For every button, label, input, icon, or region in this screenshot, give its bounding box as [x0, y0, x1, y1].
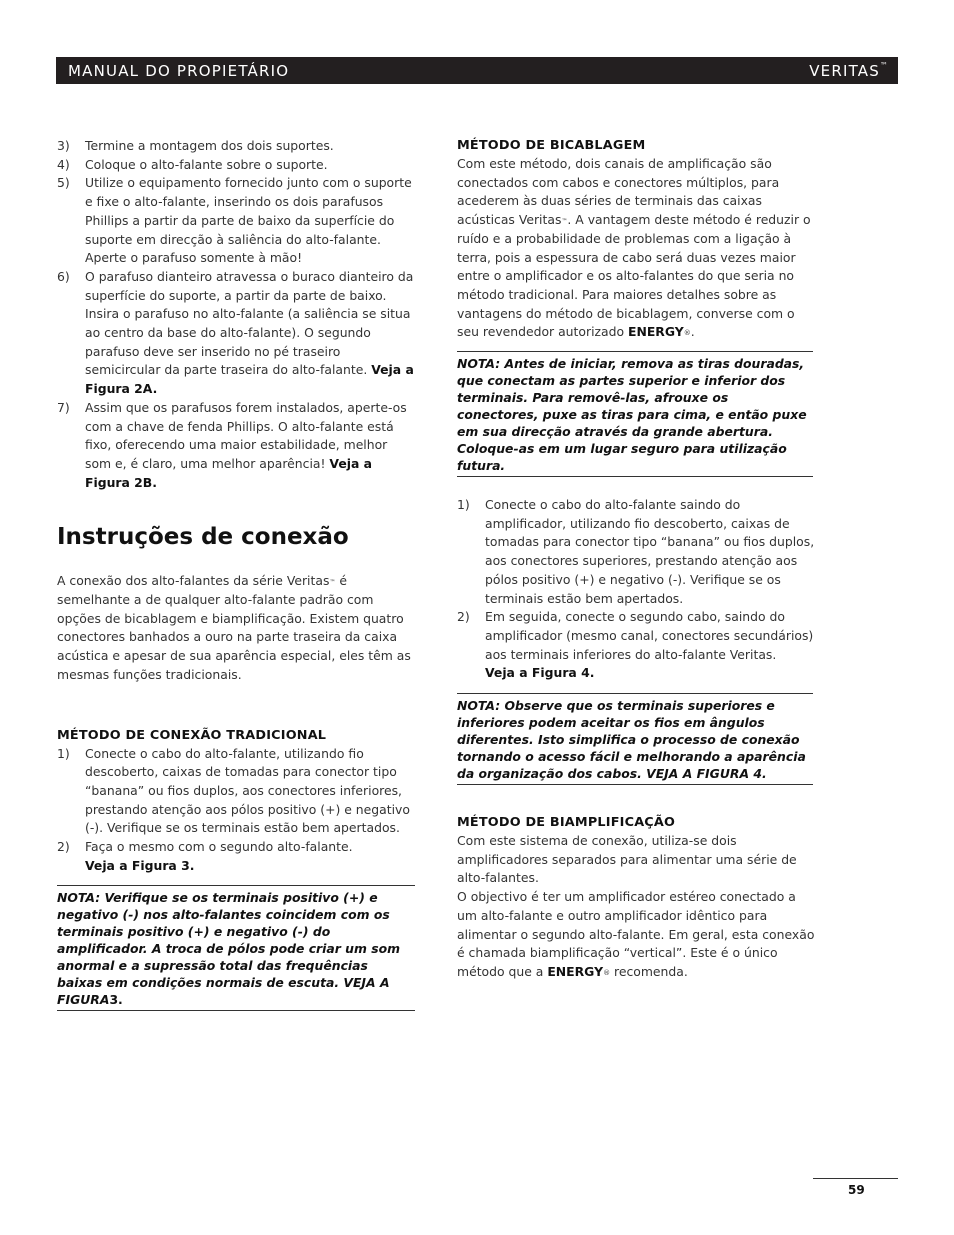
- brand-name: ENERGY: [547, 963, 604, 979]
- list-item: [57, 137, 417, 156]
- trademark-mark: ™: [561, 218, 568, 226]
- step-number: 1): [57, 745, 70, 761]
- step-number: 5): [57, 175, 70, 191]
- step-number: 3): [57, 138, 70, 153]
- step-text: Assim que os parafusos forem instalados, aperte-os com a chave de fenda Phillips. O alto-falante está fixo, oferecendo uma maior estabilidade, melhor som e, é claro, uma melhor aparência!: [85, 399, 407, 471]
- step-number: 6): [57, 268, 70, 284]
- list-item: [57, 745, 417, 839]
- biamp-text-end: recomenda.: [610, 963, 688, 979]
- note-text-end: 3.: [109, 991, 123, 1007]
- figure-reference: Veja a Figura 4.: [485, 665, 595, 681]
- header-manual-title: MANUAL DO PROPIETÁRIO: [68, 62, 290, 80]
- figure-reference: Veja a Figura 2B.: [85, 455, 373, 490]
- brand-name: ENERGY: [628, 324, 684, 340]
- step-text: Conecte o cabo do alto-falante saindo do amplificador, utilizando fio descoberto, caixas de tomadas para conector tipo “banana” ou fios duplos, aos conectores superiores, prestando atenção aos pólos positivo (+) e negativo (-). Verifique se os terminais estão bem apertados.: [485, 497, 815, 606]
- note-text: NOTA: Verifique se os terminais positivo (+) e negativo (-) nos alto-falantes coincidem com os terminais positivo (+) e negativo (-) do amplificador. A troca de pólos pode criar um som anormal e a supressão total das frequências baixas em condições normais de escuta. VEJA A FIGURA: [57, 889, 401, 1007]
- biwiring-paragraph: [457, 155, 817, 342]
- registered-mark: ®: [603, 968, 611, 977]
- footer-rule: [813, 1178, 898, 1179]
- step-text: Faça o mesmo com o segundo alto-falante.: [85, 839, 353, 855]
- biamp-heading: MÉTODO DE BIAMPLIFICAÇÃO: [457, 815, 676, 831]
- stand-assembly-steps: [57, 137, 417, 492]
- biwiring-text-end: .: [690, 324, 695, 340]
- intro-text: A conexão dos alto-falantes da série Veritas: [57, 573, 330, 589]
- intro-paragraph: [57, 572, 417, 684]
- step-number: 4): [57, 156, 70, 172]
- right-column: [457, 137, 817, 982]
- page-number: 59: [848, 1183, 865, 1197]
- step-text: Conecte o cabo do alto-falante, utilizando fio descoberto, caixas de tomadas para conector tipo “banana” ou fios duplos, aos conectores inferiores, prestando atenção aos pólos positivo (+) e negativo (-). Verifique se os terminais estão bem apertados.: [85, 745, 410, 836]
- page-header: [56, 57, 898, 84]
- list-item: [57, 268, 417, 399]
- biwiring-note-angles: NOTA: Observe que os terminais superiores e inferiores podem aceitar os fios em ângulos diferentes. Isto simplifica o processo de conexão tornando o acesso fácil e melhorando a aparência da organização dos cabos. VEJA A FIGURA 4.: [457, 693, 813, 785]
- trademark-mark: ™: [329, 579, 336, 587]
- intro-text: é semelhante a de qualquer alto-falante padrão com opções de bicablagem e biamplificação. Existem quatro conectores banhados a ouro na parte traseira da caixa acústica e apesar de sua aparência especial, eles têm as mesmas funções tradicionais.: [57, 573, 411, 682]
- step-text: Termine a montagem dos dois suportes.: [85, 138, 334, 153]
- biwiring-heading: MÉTODO DE BICABLAGEM: [457, 138, 646, 153]
- header-brand-text: VERITAS: [809, 62, 880, 80]
- header-brand: [809, 62, 888, 80]
- step-text: O parafuso dianteiro atravessa o buraco dianteiro da superfície do suporte, a partir da parte de baixo. Insira o parafuso no alto-falante (a saliência se situa ao centro da base do alto-falante). O segundo parafuso deve ser inserido no pé traseiro semicircular da parte traseira do alto-falante.: [85, 268, 414, 378]
- biamp-paragraph-1: Com este sistema de conexão, utiliza-se dois amplificadores separados para alimentar uma série de alto-falantes.: [457, 833, 797, 886]
- step-number: 7): [57, 399, 70, 415]
- list-item: [457, 608, 817, 683]
- biwiring-text: Com este método, dois canais de amplificação são conectados com cabos e conectores múltiplos, para acederem às duas séries de terminais das caixas acústicas Veritas: [457, 156, 780, 228]
- biamp-paragraph-2: [457, 888, 817, 982]
- step-text: Utilize o equipamento fornecido junto com o suporte e fixe o alto-falante, inserindo os dois parafusos Phillips a partir da parte de baixo da superfície do suporte em direcção à saliência do alto-falante. Aperte o parafuso somente à mão!: [85, 175, 412, 266]
- figure-reference: Veja a Figura 3.: [85, 857, 195, 873]
- section-title: Instruções de conexão: [57, 524, 349, 551]
- biamp-text: O objectivo é ter um amplificador estéreo conectado a um alto-falante e outro amplificador idêntico para alimentar o segundo alto-falante. Em geral, esta conexão é chamada biamplificação “vertical”. Este é o único método que a: [457, 889, 815, 979]
- list-item: [57, 838, 417, 875]
- traditional-method-heading: MÉTODO DE CONEXÃO TRADICIONAL: [57, 727, 327, 743]
- step-text: Coloque o alto-falante sobre o suporte.: [85, 156, 328, 172]
- traditional-steps: [57, 745, 417, 876]
- step-number: 2): [57, 839, 70, 855]
- list-item: [57, 399, 417, 493]
- biwiring-steps: [457, 496, 817, 683]
- step-number: 2): [457, 609, 470, 625]
- left-column: [57, 137, 417, 1011]
- biwiring-note-strips: NOTA: Antes de iniciar, remova as tiras douradas, que conectam as partes superior e inferior dos terminais. Para removê-las, afrouxe os conectores, puxe as tiras para cima, e então puxe em sua direcção através da grande abertura. Coloque-as em um lugar seguro para utilização futura.: [457, 351, 813, 477]
- traditional-note: [57, 885, 415, 1011]
- list-item: [57, 156, 417, 175]
- figure-reference: Veja a Figura 2A.: [85, 362, 414, 397]
- biwiring-text: . A vantagem deste método é reduzir o ruído e a probabilidade de problemas com a ligação à terra, pois a espessura de cabo será duas vezes maior entre o amplificador e os alto-falantes do que seria no método tradicional. Para maiores detalhes sobre as vantagens do método de bicablagem, converse com o seu revendedor autorizado: [457, 212, 811, 340]
- list-item: [457, 496, 817, 608]
- step-text: Em seguida, conecte o segundo cabo, saindo do amplificador (mesmo canal, conectores secundários) aos terminais inferiores do alto-falante Veritas.: [485, 609, 814, 662]
- registered-mark: ®: [683, 329, 691, 338]
- list-item: [57, 174, 417, 268]
- trademark-mark: ™: [880, 61, 888, 70]
- step-number: 1): [457, 497, 470, 513]
